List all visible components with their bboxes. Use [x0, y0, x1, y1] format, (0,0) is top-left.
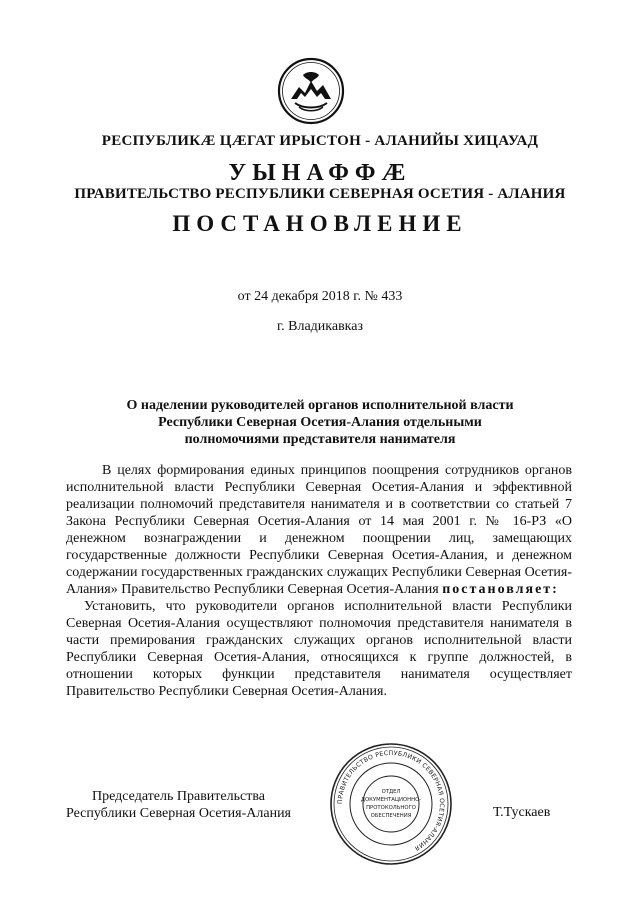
document-body — [66, 462, 572, 700]
signatory-position-line: Председатель Правительства — [92, 789, 265, 804]
coat-of-arms-emblem — [277, 57, 345, 125]
republic-ossetian-name: РЕСПУБЛИКӔ ЦӔГАТ ИРЫСТОН - АЛАНИЙЫ ХИЦАУАД — [101, 133, 539, 149]
seal-center-line: ОБЕСПЕЧЕНИЯ — [370, 813, 412, 819]
document-type-ossetian: УЫНАФФӔ — [228, 160, 412, 186]
seal-center-line: ОТДЕЛ — [381, 789, 401, 795]
preamble-paragraph — [66, 462, 572, 598]
seal-center-line: ПРОТОКОЛЬНОГО — [366, 805, 416, 811]
signatory-position — [66, 788, 291, 822]
title-line: полномочиями представителя нанимателя — [184, 432, 456, 447]
government-name: ПРАВИТЕЛЬСТВО РЕСПУБЛИКИ СЕВЕРНАЯ ОСЕТИЯ - АЛАНИЯ — [74, 186, 566, 202]
document-date-number: от 24 декабря 2018 г. № 433 — [237, 289, 403, 304]
resolution-paragraph: Установить, что руководители органов исполнительной власти Республики Северная Осетия-Алания осуществляют полномочия представителя нанимателя в части премирования гражданских служащих органов исполнительной власти Республики Северная Осетия-Алания, относящихся к группе должностей, в отношении которых функции представителя нанимателя осуществляет Правительство Республики Северная Осетия-Алания. — [66, 599, 572, 699]
signatory-position-line: Республики Северная Осетия-Алания — [66, 806, 291, 821]
document-type: ПОСТАНОВЛЕНИЕ — [172, 211, 468, 236]
document-city: г. Владикавказ — [276, 319, 364, 334]
preamble-text: В целях формирования единых принципов поощрения сотрудников органов исполнительной власти Республики Северная Осетия-Алания и эффективной реализации полномочий представителя нанимателя и в соответствии со статьей 7 Закона Республики Северная Осетия-Алания от 14 мая 2001 г. № 16-РЗ «О денежном вознаграждении и денежном поощрении лиц, замещающих государственные должности Республики Северная Осетия-Алания, и денежном содержании государственных гражданских служащих Республики Северная Осетия-Алания» Правительство Республики Северная Осетия-Алания — [66, 463, 572, 597]
signatory-name: Т.Тускаев — [493, 805, 551, 820]
title-line: О наделении руководителей органов исполнительной власти — [126, 398, 514, 413]
title-line: Республики Северная Осетия-Алания отдельными — [158, 415, 482, 430]
document-title — [90, 397, 550, 448]
resolves-keyword: постановляет: — [442, 582, 559, 597]
seal-center-line: ДОКУМЕНТАЦИОННО- — [360, 797, 422, 803]
seal-ring-text: ПРАВИТЕЛЬСТВО РЕСПУБЛИКИ СЕВЕРНАЯ ОСЕТИЯ-АЛАНИЯ — [336, 749, 446, 852]
official-seal-stamp — [329, 742, 453, 866]
